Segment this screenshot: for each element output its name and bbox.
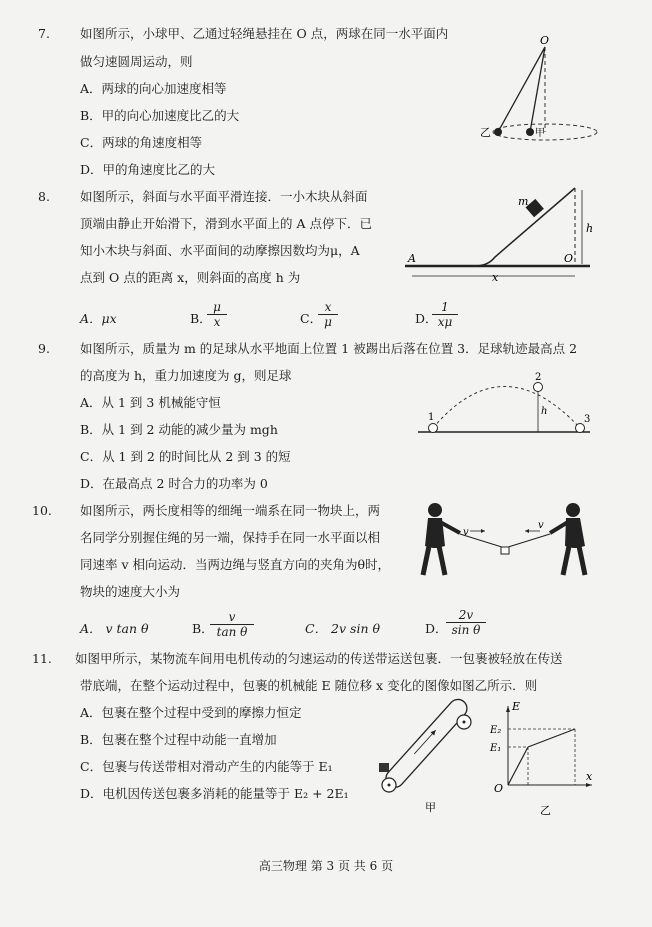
q7-figure-conical-pendulum (470, 35, 600, 155)
q8-fig-label-x: x (492, 271, 499, 284)
q7-stem-line2: 做匀速圆周运动，则 (80, 54, 193, 69)
q8-fig-label-h: h (586, 222, 594, 235)
q7-fig-label-o: O (540, 34, 550, 47)
q9-option-a: A．从 1 到 3 机械能守恒 (80, 395, 221, 410)
q10-stem-line2: 名同学分别握住绳的另一端，保持手在同一水平面以相 (80, 530, 381, 545)
q10-stem-line1: 如图所示，两长度相等的细绳一端系在同一物块上，两 (80, 503, 381, 518)
q9-number: 9. (38, 341, 50, 356)
q8-stem-line3: 知小木块与斜面、水平面间的动摩擦因数均为μ，A (80, 243, 360, 258)
q10-option-c: C． 2v sin θ (305, 621, 380, 636)
q11-fig-label-jia: 甲 (425, 801, 436, 814)
q10-stem-line3: 同速率 v 相向运动．当两边绳与竖直方向的夹角为θ时， (80, 557, 391, 572)
q7-number: 7. (38, 26, 50, 41)
q9-fig-label-3: 3 (584, 414, 591, 425)
q9-stem-line1: 如图所示，质量为 m 的足球从水平地面上位置 1 被踢出后落在位置 3．足球轨迹最高点 2 (80, 341, 578, 356)
q10-option-b-fraction: $\frac{v}{\text{tan θ}}$ (210, 610, 254, 639)
q7-option-a: A．两球的向心加速度相等 (80, 81, 227, 96)
page-footer: 高三物理 第 3 页 共 6 页 (258, 859, 394, 873)
q7-fig-label-yi: 乙 (480, 126, 491, 139)
q8-stem-line1: 如图所示，斜面与水平面平滑连接．一小木块从斜面 (80, 189, 368, 204)
q8-figure-slope (400, 180, 595, 290)
q11-number: 11. (32, 651, 52, 666)
q10-fig-label-v-left: v (463, 527, 469, 538)
q10-stem-line4: 物块的速度大小为 (80, 584, 181, 599)
q8-stem-line4: 点到 O 点的距离 x，则斜面的高度 h 为 (80, 270, 301, 285)
q8-fig-label-o: O (564, 252, 574, 265)
q11-fig-label-e-axis: E (512, 700, 521, 713)
q8-number: 8. (38, 189, 50, 204)
q10-figure-two-students-rope (415, 498, 595, 580)
q11-figure-yi-energy-graph (490, 700, 600, 820)
q7-option-c: C．两球的角速度相等 (80, 135, 203, 150)
q9-stem-line2: 的高度为 h，重力加速度为 g，则足球 (80, 368, 292, 383)
q10-option-b-label: B． (192, 621, 214, 636)
q10-option-d-label: D． (425, 621, 448, 636)
q11-option-d: D．电机因传送包裹多消耗的能量等于 E₂ + 2E₁ (80, 786, 349, 801)
q7-fig-label-jia: 甲 (535, 128, 545, 139)
q8-option-d-label: D． (415, 311, 438, 326)
q8-fig-label-a: A (408, 252, 416, 265)
q10-option-a: A． v tan θ (80, 621, 149, 636)
q9-figure-football-trajectory (418, 370, 593, 440)
q7-stem-line1: 如图所示，小球甲、乙通过轻绳悬挂在 O 点，两球在同一水平面内 (80, 26, 449, 41)
q10-fig-label-v-right: v (538, 520, 544, 531)
q7-option-b: B．甲的向心加速度比乙的大 (80, 108, 240, 123)
q9-option-b: B．从 1 到 2 动能的减少量为 mgh (80, 422, 278, 437)
q11-option-a: A．包裹在整个过程中受到的摩擦力恒定 (80, 705, 302, 720)
q9-fig-label-h: h (541, 406, 548, 417)
q8-option-a: A．μx (80, 311, 117, 326)
q8-option-d-fraction: $\frac{1}{x\mu}$ (432, 300, 458, 329)
q11-stem-line1: 如图甲所示，某物流车间用电机传动的匀速运动的传送带运送包裹．一包裹被轻放在传送 (75, 651, 563, 666)
q11-fig-label-e1: E₁ (490, 743, 502, 754)
q11-option-c: C．包裹与传送带相对滑动产生的内能等于 E₁ (80, 759, 333, 774)
q11-option-b: B．包裹在整个过程中动能一直增加 (80, 732, 277, 747)
q11-fig-label-e2: E₂ (490, 725, 502, 736)
q8-option-c-label: C． (300, 311, 323, 326)
q9-fig-label-1: 1 (428, 412, 435, 423)
q10-option-d-fraction: $\frac{2v}{\text{sin θ}}$ (446, 608, 486, 637)
q11-stem-line2: 带底端，在整个运动过程中，包裹的机械能 E 随位移 x 变化的图像如图乙所示．则 (80, 678, 538, 693)
q8-option-b-label: B． (190, 311, 212, 326)
q11-fig-label-o: O (494, 782, 504, 795)
q9-fig-label-2: 2 (535, 372, 542, 383)
q8-stem-line2: 顶端由静止开始滑下，滑到水平面上的 A 点停下．已 (80, 216, 372, 231)
q7-option-d: D．甲的角速度比乙的大 (80, 162, 216, 177)
q8-option-b-fraction: $\frac{\mu}{x}$ (207, 300, 227, 329)
q9-option-c: C．从 1 到 2 的时间比从 2 到 3 的短 (80, 449, 291, 464)
q11-fig-label-x-axis: x (586, 770, 593, 783)
q10-number: 10. (32, 503, 52, 518)
q8-option-c-fraction: $\frac{x}{\mu}$ (318, 300, 338, 329)
q11-figure-jia-conveyor (375, 705, 490, 815)
q9-option-d: D．在最高点 2 时合力的功率为 0 (80, 476, 268, 491)
q11-fig-label-yi: 乙 (540, 804, 551, 817)
q8-fig-label-m: m (518, 195, 529, 208)
